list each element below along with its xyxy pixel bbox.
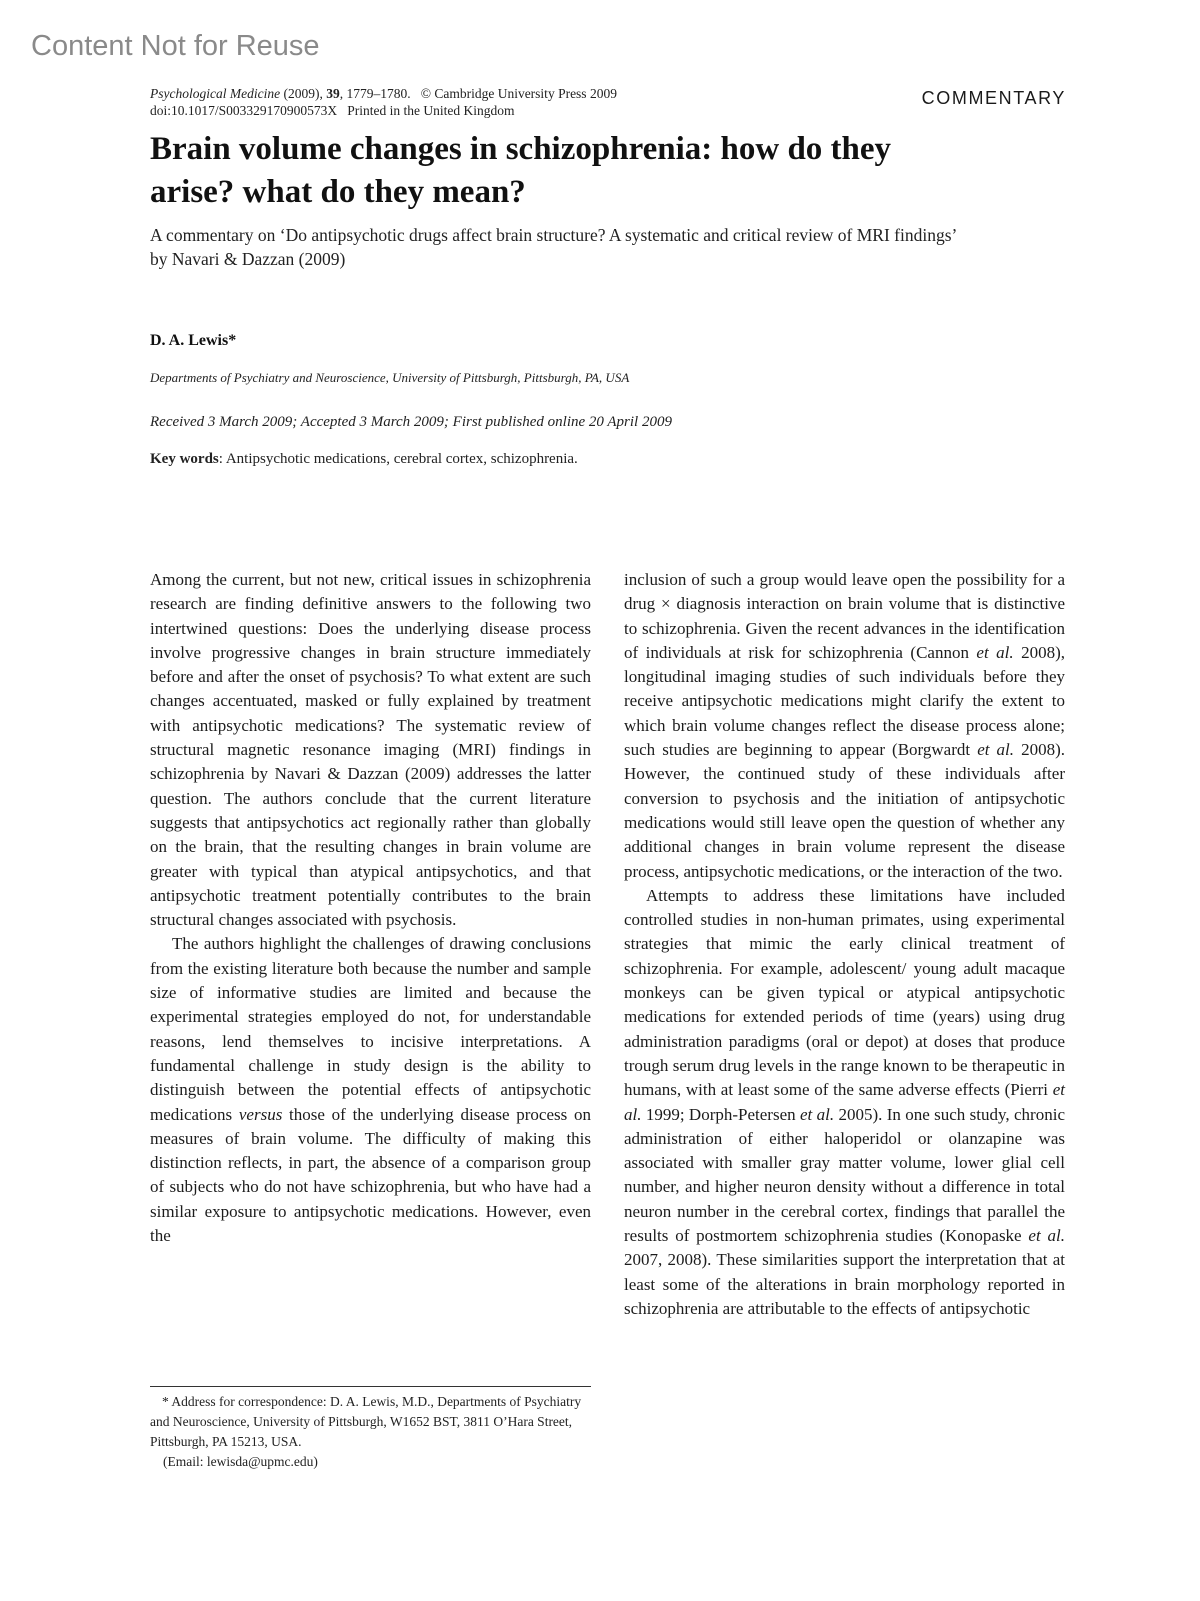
body-column-right xyxy=(624,568,1065,1321)
publication-dates: Received 3 March 2009; Accepted 3 March 2009; First published online 20 April 2009 xyxy=(150,414,672,430)
body-italic-text: et al. xyxy=(799,1104,835,1124)
body-italic-text: et al. xyxy=(624,1080,1065,1124)
watermark: Content Not for Reuse xyxy=(31,30,320,62)
journal-citation-line xyxy=(150,85,617,102)
body-text: inclusion of such a group would leave open the possibility for a drug × diagnosis interaction on brain volume that is distinctive to schizophrenia. Given the recent advances in the identification of individuals at risk for schizophrenia (Cannon xyxy=(624,570,1065,662)
keywords-list: : Antipsychotic medications, cerebral cortex, schizophrenia. xyxy=(218,451,578,467)
body-text: those of the underlying disease process on measures of brain volume. The difficulty of making this distinction reflects, in part, the absence of a comparison group of subjects who do not have schizophrenia, but who have had a similar exposure to antipsychotic medications. However, even the xyxy=(150,1104,591,1246)
article-title: Brain volume changes in schizophrenia: how do they arise? what do they mean? xyxy=(150,131,892,210)
journal-doi-line xyxy=(150,102,617,119)
article-subtitle: A commentary on ‘Do antipsychotic drugs affect brain structure? A systematic and critical review of MRI findings’ by Navari & Dazzan (2009) xyxy=(150,225,957,269)
footnote-address: * Address for correspondence: D. A. Lewis, M.D., Departments of Psychiatry and Neuroscience, University of Pittsburgh, W1652 BST, 3811 O’Hara Street, Pittsburgh, PA 15213, USA. xyxy=(150,1394,582,1449)
journal-volume: 39 xyxy=(326,86,340,101)
footnote-divider xyxy=(150,1386,591,1387)
body-paragraph xyxy=(624,884,1065,1321)
body-text: 2005). In one such study, chronic administration of either haloperidol or olanzapine was associated with smaller gray matter volume, lower glial cell number, and higher neuron density without a difference in total neuron number in the cerebral cortex, findings that parallel the results of postmortem schizophrenia studies (Konopaske xyxy=(624,1104,1065,1246)
body-text: 2008). However, the continued study of these individuals after conversion to psychosis and the initiation of antipsychotic medications would still leave open the question of whether any additional changes in brain volume represent the disease process, antipsychotic medications, or the interaction of the two. xyxy=(624,740,1065,881)
author-name: D. A. Lewis* xyxy=(150,332,237,349)
journal-name: Psychological Medicine xyxy=(150,86,281,101)
section-label: COMMENTARY xyxy=(921,88,1066,108)
keywords-label: Key words xyxy=(150,451,219,467)
body-paragraph: Among the current, but not new, critical issues in schizophrenia research are finding definitive answers to the following two intertwined questions: Does the underlying disease process involve progressive changes in brain structure immediately before and after the onset of psychosis? To what extent are such changes accentuated, masked or fully explained by treatment with antipsychotic medications? The systematic review of structural magnetic resonance imaging (MRI) findings in schizophrenia by Navari & Dazzan (2009) addresses the latter question. The authors conclude that the current literature suggests that antipsychotics act regionally rather than globally on the brain, that the resulting changes in brain volume are greater with typical than atypical antipsychotics, and that antipsychotic treatment potentially contributes to the brain structural changes associated with psychosis. xyxy=(150,570,591,930)
body-text: 2007, 2008). These similarities support the interpretation that at least some of the alterations in brain morphology reported in schizophrenia are attributable to the effects of antipsychotic xyxy=(624,1250,1065,1318)
body-text: 1999; Dorph-Petersen xyxy=(641,1104,800,1124)
journal-doi: doi:10.1017/S003329170900573X xyxy=(150,103,338,118)
body-italic-text: et al. xyxy=(1028,1226,1065,1246)
body-column-left xyxy=(150,568,591,1248)
journal-year: (2009), xyxy=(280,86,327,101)
body-text: Attempts to address these limitations have included controlled studies in non-human primates, using experimental strategies that mimic the early clinical treatment of schizophrenia. For example, adolescent/ young adult macaque monkeys can be given typical or atypical antipsychotic medications for extended periods of time (years) using drug administration paradigms (oral or depot) at doses that produce trough serum drug levels in the range known to be therapeutic in humans, with at least some of the same adverse effects (Pierri xyxy=(624,885,1065,1100)
journal-metadata xyxy=(150,85,617,119)
body-paragraph xyxy=(150,932,591,1248)
body-italic-text: et al. xyxy=(976,642,1014,662)
body-text: 2008), longitudinal imaging studies of such individuals before they receive antipsychotic medications might clarify the extent to which brain volume changes reflect the disease process alone; such studies are beginning to appear (Borgwardt xyxy=(624,642,1065,760)
footnote-email: (Email: lewisda@upmc.edu) xyxy=(163,1454,318,1469)
body-italic-text: versus xyxy=(238,1104,283,1124)
keywords xyxy=(150,451,578,468)
body-italic-text: et al. xyxy=(977,740,1014,760)
journal-copyright: © Cambridge University Press 2009 xyxy=(420,86,617,101)
body-paragraph xyxy=(624,568,1065,884)
footnote xyxy=(150,1392,591,1472)
journal-pages: , 1779–1780. xyxy=(339,86,411,101)
author-affiliation: Departments of Psychiatry and Neuroscience, University of Pittsburgh, Pittsburgh, PA, USA xyxy=(150,370,630,385)
journal-printed: Printed in the United Kingdom xyxy=(347,103,515,118)
body-text: The authors highlight the challenges of drawing conclusions from the existing literature both because the number and sample size of informative studies are limited and because the experimental strategies employed do not, for understandable reasons, lend themselves to incisive interpretations. A fundamental challenge in study design is the ability to distinguish between the potential effects of antipsychotic medications xyxy=(150,934,591,1124)
